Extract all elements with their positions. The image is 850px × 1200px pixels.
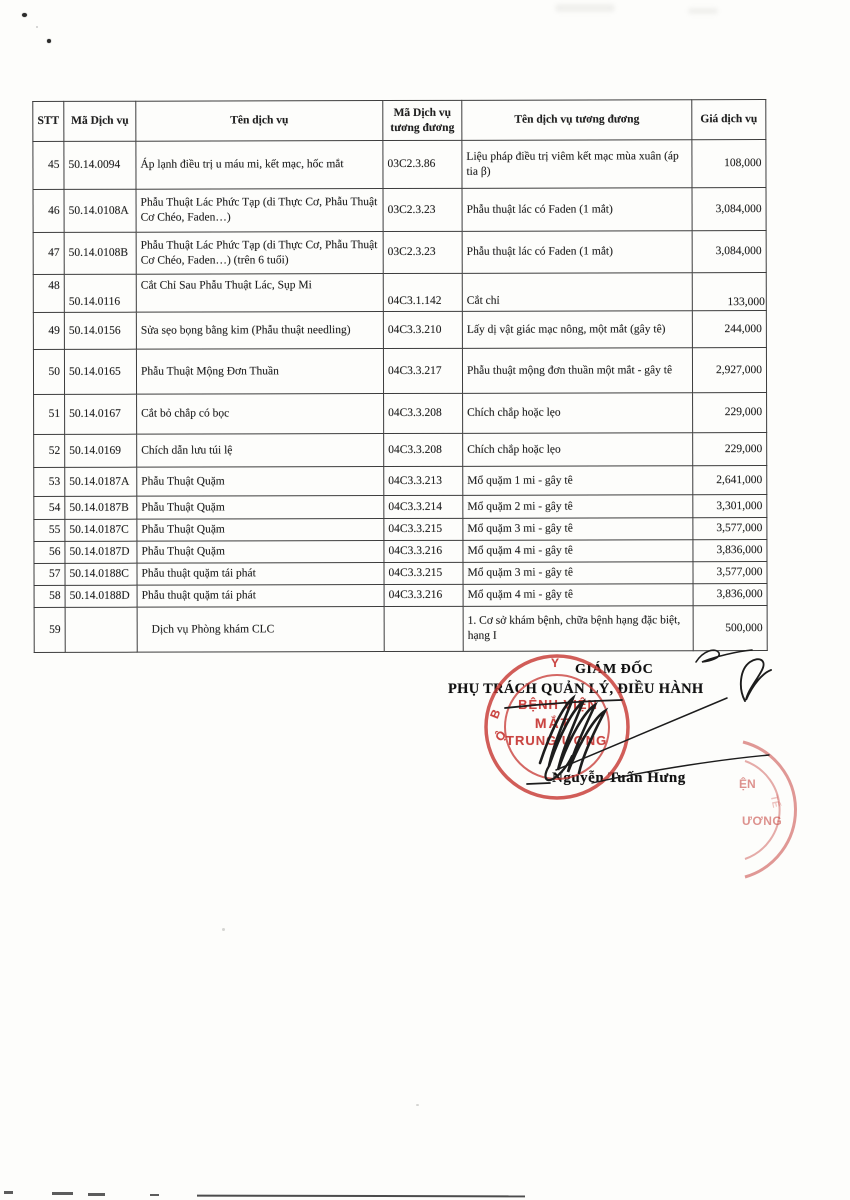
table-row [34, 562, 767, 586]
partial-stamp-outer-arc [743, 742, 795, 877]
cell-stt: 51 [34, 394, 65, 434]
cell-equivalent-name: Mổ quặm 3 mi - gây tê [463, 518, 693, 541]
cell-equivalent-name: 1. Cơ sở khám bệnh, chữa bệnh hạng đặc biệt, hạng I [463, 606, 693, 652]
cell-price: 500,000 [693, 606, 767, 651]
cell-service-code: 50.14.0108B [64, 232, 136, 274]
stamp-org-line1: BỆNH VIỆN [518, 697, 598, 712]
signer-title-line1: GIÁM ĐỐC [575, 662, 654, 677]
cell-equivalent-name: Phẫu thuật lác có Faden (1 mắt) [462, 188, 692, 232]
scan-edge-line [197, 1195, 525, 1198]
scan-edge-mark [88, 1193, 105, 1196]
table-row [33, 348, 766, 395]
table-row [34, 584, 767, 608]
cell-price: 2,641,000 [693, 466, 767, 495]
header-price: Giá dịch vụ [692, 100, 766, 140]
table-row [34, 606, 767, 653]
cell-equivalent-name: Phẫu thuật lác có Faden (1 mắt) [462, 231, 692, 274]
cell-service-code: 50.14.0188C [65, 563, 137, 585]
table-row [34, 433, 767, 468]
cell-equivalent-code: 04C3.3.208 [384, 433, 463, 466]
table-row [34, 466, 767, 497]
stamp-rim-letter: Y [551, 656, 560, 670]
scan-smudge [688, 8, 718, 14]
cell-service-code: 50.14.0188D [65, 585, 137, 607]
cell-equivalent-name: Cắt chỉ [462, 273, 692, 312]
cell-service-code: 50.14.0156 [64, 312, 136, 349]
scan-speck [222, 928, 225, 931]
cell-service-name: Phẫu thuật quặm tái phát [137, 563, 384, 586]
cell-price: 3,577,000 [693, 518, 767, 540]
cell-price: 3,577,000 [693, 562, 767, 584]
cell-service-code: 50.14.0187C [65, 519, 137, 541]
table-row [33, 188, 766, 233]
staple-dot [22, 13, 27, 17]
cell-service-name: Sửa sẹo bọng bằng kim (Phẫu thuật needling) [136, 312, 383, 350]
cell-equivalent-code: 04C3.3.216 [384, 584, 463, 606]
cell-equivalent-code: 03C2.3.23 [383, 231, 462, 273]
cell-stt: 54 [34, 496, 65, 519]
cell-service-name: Áp lạnh điều trị u máu mi, kết mạc, hốc mắt [136, 141, 383, 190]
cell-stt: 55 [34, 519, 65, 541]
cell-price: 229,000 [693, 393, 767, 433]
cell-equivalent-name: Mổ quặm 1 mi - gây tê [463, 466, 693, 496]
cell-equivalent-code [384, 606, 463, 651]
table-row [34, 540, 767, 564]
cell-price: 2,927,000 [692, 348, 766, 393]
cell-service-name: Phẫu Thuật Mộng Đơn Thuần [136, 349, 383, 395]
cell-price: 3,836,000 [693, 584, 767, 606]
cell-equivalent-code: 04C3.3.215 [384, 562, 463, 584]
cell-stt: 53 [34, 467, 65, 496]
scan-speck [36, 26, 38, 28]
cell-price: 3,301,000 [693, 495, 767, 518]
cell-equivalent-name: Lấy dị vật giác mạc nông, một mắt (gây tê) [462, 311, 692, 349]
cell-service-name: Phẫu Thuật Quặm [137, 541, 384, 564]
cell-service-name: Phẫu Thuật Quặm [137, 519, 384, 542]
cell-equivalent-code: 03C2.3.23 [383, 188, 462, 231]
cell-service-name: Chích dẫn lưu túi lệ [137, 434, 384, 468]
cell-equivalent-code: 04C3.3.217 [383, 348, 462, 393]
header-equivalent-name: Tên dịch vụ tương đương [462, 100, 692, 141]
cell-equivalent-code: 04C3.3.214 [384, 495, 463, 518]
cell-equivalent-name: Liệu pháp điều trị viêm kết mạc mùa xuân (áp tia β) [462, 140, 692, 189]
cell-equivalent-code: 04C3.3.216 [384, 540, 463, 562]
cell-stt: 57 [34, 563, 65, 585]
table-row [34, 518, 767, 542]
table-row [34, 393, 767, 435]
signature-flourish [696, 650, 752, 662]
cell-equivalent-name: Chích chắp hoặc lẹo [463, 433, 693, 467]
cell-service-name: Cắt bỏ chắp có bọc [137, 394, 384, 435]
cell-service-name: Dịch vụ Phòng khám CLC [137, 607, 384, 653]
cell-service-code: 50.14.0187A [65, 467, 137, 496]
scan-edge-mark [4, 1191, 13, 1194]
cell-service-name: Phẫu Thuật Quặm [137, 496, 384, 520]
cell-stt: 59 [34, 607, 65, 652]
header-equivalent-code: Mã Dịch vụ tương đương [383, 100, 462, 140]
cell-equivalent-code: 04C3.3.215 [384, 518, 463, 540]
cell-price: 229,000 [693, 433, 767, 466]
staple-dot [47, 39, 51, 43]
partial-stamp-fragment: ỆN [739, 777, 756, 791]
cell-stt: 48 [33, 274, 64, 312]
cell-equivalent-code: 04C3.3.213 [384, 466, 463, 495]
table-row [34, 495, 767, 520]
cell-stt: 58 [34, 585, 65, 607]
scan-smudge [555, 4, 615, 12]
cell-equivalent-name: Mổ quặm 3 mi - gây tê [463, 562, 693, 585]
cell-service-name: Phẫu Thuật Lác Phức Tạp (di Thực Cơ, Phẫu Thuật Cơ Chéo, Faden…) [136, 189, 383, 233]
cell-price: 108,000 [692, 140, 766, 188]
stamp-org-line3: TRUNG ƯƠNG [506, 733, 608, 748]
cell-equivalent-code: 03C2.3.86 [383, 140, 462, 188]
cell-service-name: Phẫu Thuật Quặm [137, 467, 384, 497]
partial-stamp-inner-arc [745, 761, 780, 859]
cell-equivalent-name: Phẫu thuật mộng đơn thuần một mắt - gây tê [462, 348, 692, 394]
cell-price: 244,000 [692, 311, 766, 348]
stamp-rim-letter: Ộ [492, 727, 509, 745]
cell-service-code: 50.14.0187D [65, 541, 137, 563]
table-row [33, 231, 766, 275]
scan-edge-mark [52, 1192, 73, 1195]
cell-price: 3,836,000 [693, 540, 767, 562]
cell-equivalent-code: 04C3.3.210 [383, 311, 462, 348]
partial-stamp-rim-fragment: TẾ [767, 794, 782, 809]
table-row [33, 311, 766, 350]
cell-stt: 46 [33, 189, 64, 232]
stamp-org-line2: MẮT [534, 715, 572, 731]
cell-stt: 45 [33, 141, 64, 189]
signature-pen-flourish [741, 659, 771, 701]
cell-service-code: 50.14.0169 [65, 434, 137, 467]
cell-stt: 47 [33, 232, 64, 274]
cell-equivalent-name: Mổ quặm 2 mi - gây tê [463, 495, 693, 519]
header-service-code: Mã Dịch vụ [64, 101, 136, 141]
header-service-name: Tên dịch vụ [136, 101, 383, 142]
cell-stt: 52 [34, 434, 65, 467]
cell-price: 3,084,000 [692, 231, 766, 273]
signer-title-line2: PHỤ TRÁCH QUẢN LÝ, ĐIỀU HÀNH [448, 681, 704, 697]
cell-equivalent-code: 04C3.1.142 [383, 273, 462, 311]
cell-stt: 56 [34, 541, 65, 563]
scan-speck [416, 1104, 419, 1106]
cell-price: 133,000 [692, 273, 766, 311]
cell-equivalent-name: Mổ quặm 4 mi - gây tê [463, 540, 693, 563]
cell-service-code: 50.14.0187B [65, 496, 137, 519]
table-row [33, 140, 766, 190]
cell-stt: 49 [33, 312, 64, 349]
cell-price: 3,084,000 [692, 188, 766, 231]
cell-equivalent-name: Mổ quặm 4 mi - gây tê [463, 584, 693, 607]
cell-equivalent-name: Chích chắp hoặc lẹo [463, 393, 693, 434]
cell-service-code: 50.14.0094 [64, 141, 136, 189]
cell-service-name: Phẫu Thuật Lác Phức Tạp (di Thực Cơ, Phẫu Thuật Cơ Chéo, Faden…) (trên 6 tuổi) [136, 232, 383, 275]
cell-service-name: Phẫu thuật quặm tái phát [137, 585, 384, 608]
cell-equivalent-code: 04C3.3.208 [384, 393, 463, 433]
stamp-rim-letter: B [487, 707, 504, 721]
cell-service-code: 50.14.0108A [64, 189, 136, 232]
table-row [33, 273, 766, 313]
cell-service-code: 50.14.0167 [65, 394, 137, 434]
table-header [33, 100, 766, 142]
cell-service-code: 50.14.0165 [64, 349, 136, 394]
signer-name: Nguyễn Tuấn Hưng [552, 770, 686, 786]
partial-stamp-fragment: ƯƠNG [742, 814, 783, 828]
cell-service-code: 50.14.0116 [64, 274, 136, 312]
service-price-table [32, 99, 766, 653]
scan-edge-mark [150, 1194, 159, 1196]
cell-service-code [65, 607, 137, 652]
header-stt: STT [33, 101, 64, 141]
cell-service-name: Cắt Chỉ Sau Phẫu Thuật Lác, Sụp Mi [136, 274, 383, 313]
table-body [33, 140, 767, 653]
cell-stt: 50 [33, 349, 64, 394]
